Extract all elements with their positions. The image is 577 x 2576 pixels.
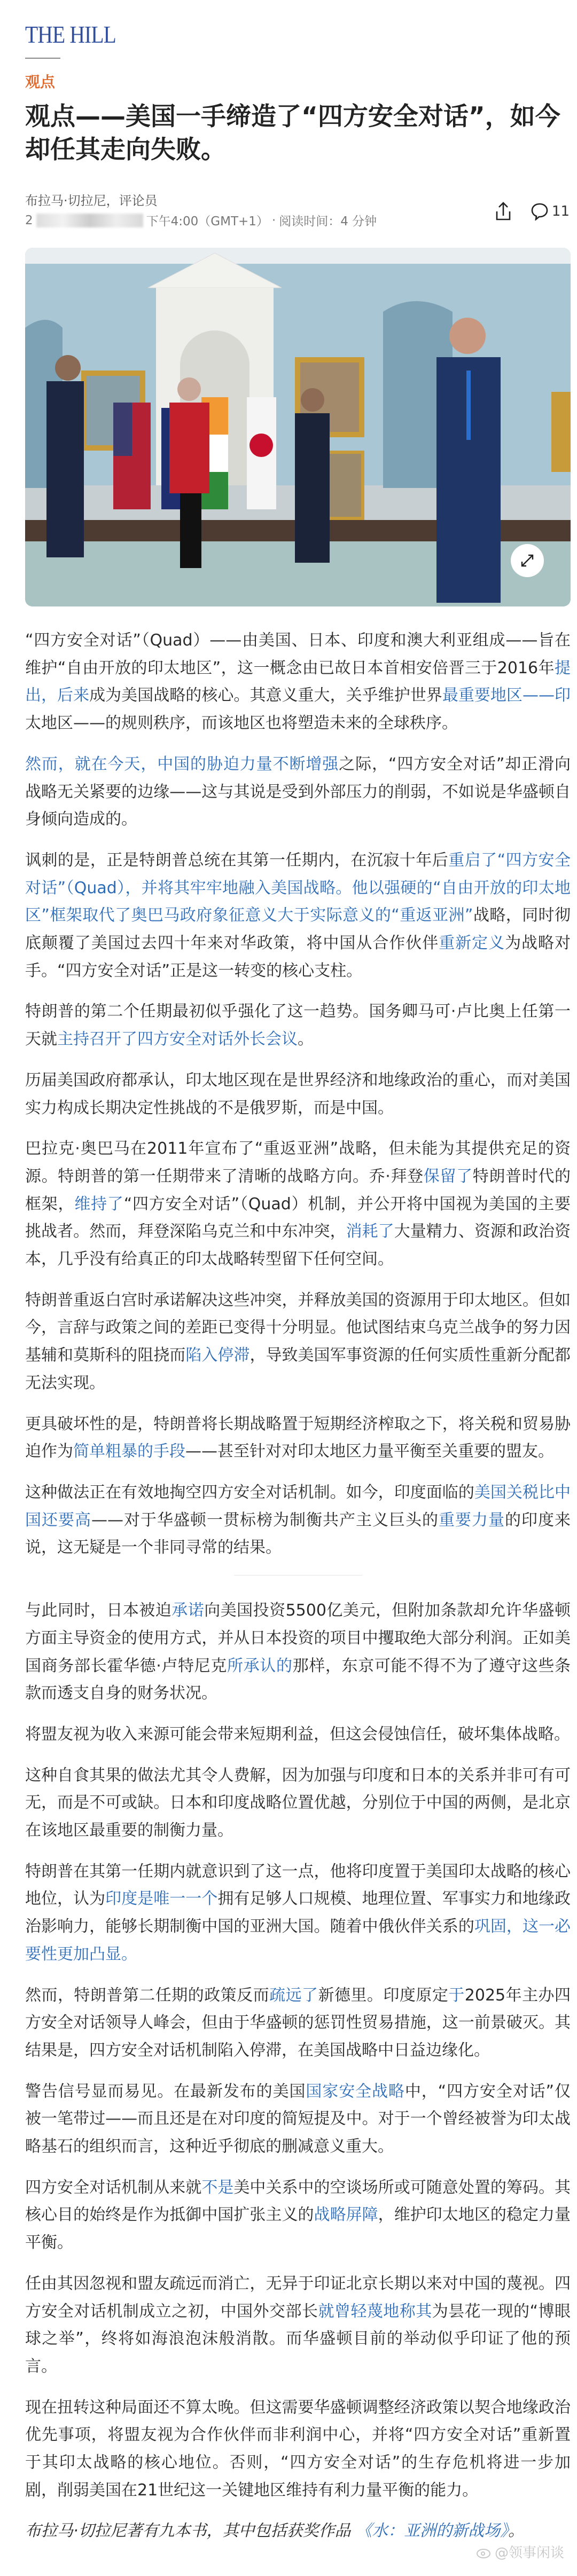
inline-link[interactable]: 消耗了 <box>346 1222 394 1241</box>
paragraph-text: 为昙花一现的“博眼球之举”，终将如海浪泡沫般消散。而华盛顿目前的举动似乎印证了他的预言。 <box>25 2302 571 2376</box>
inline-link[interactable]: 重要力量 <box>439 1510 505 1530</box>
share-button[interactable] <box>495 202 511 221</box>
inline-link[interactable]: 维持了 <box>74 1194 124 1214</box>
the-hill-logo[interactable]: THE HILL <box>25 21 116 48</box>
paragraph-text: 为战略对手。“四方安全对话”正是这一转变的核心支柱。 <box>25 934 571 980</box>
paragraph-text: 特朗普重返白宫时承诺解决这些冲突，并释放美国的资源用于印太地区。但如今，言辞与政策之间的差距已变得十分明显。他试图结束乌克兰战争的努力因基辅和莫斯科的阻挠而 <box>25 1290 571 1365</box>
inline-link[interactable]: 印度是唯一一个 <box>105 1889 218 1909</box>
article-meta <box>25 211 377 229</box>
inline-link[interactable]: 保留了 <box>423 1167 473 1186</box>
section-label[interactable]: 观点 <box>25 73 56 91</box>
paragraph-text: 四方安全对话机制从来就 <box>25 2178 202 2197</box>
inline-link[interactable]: 承诺 <box>171 1601 205 1620</box>
meta-separator: · <box>271 213 276 227</box>
article-paragraph <box>25 1762 571 1845</box>
paragraph-text: 战略，同时彻底颠覆了美国过去四十年来对华政策，将中国从合作伙伴 <box>25 906 571 953</box>
paragraph-text: 布拉马·切拉尼著有九本书，其中包括获奖作品 <box>25 2522 356 2541</box>
paragraph-text: 更具破坏性的是，特朗普将长期战略置于短期经济榨取之下，将关税和贸易胁迫作为 <box>25 1414 571 1461</box>
paragraph-text: 之际，“四方安全对话”却正滑向战略无关紧要的边缘——这与其说是受到外部压力的削弱，不如说是华盛顿自身倾向造成的。 <box>25 754 571 829</box>
article-paragraph <box>25 2270 571 2381</box>
paragraph-text: 这种做法正在有效地掏空四方安全对话机制。如今，印度面临的 <box>25 1483 474 1502</box>
inline-link[interactable]: 简单粗暴的手段 <box>73 1442 185 1461</box>
article-paragraph <box>25 2517 571 2545</box>
header-divider <box>25 58 60 59</box>
article-paragraph <box>25 2174 571 2257</box>
share-icon <box>495 202 511 221</box>
inline-link[interactable]: 巩固，这一必要性更加凸显。 <box>25 1917 571 1964</box>
paragraph-text: 巴拉克·奥巴马在2011年宣布了“重返亚洲”战略，但未能为其提供充足的资源。特朗普的第一任期带来了清晰的战略方向。乔·拜登 <box>25 1139 571 1186</box>
paragraph-text: 的印度来说，这无疑是一个非同寻常的结果。 <box>25 1510 571 1557</box>
article-paragraph <box>25 1479 571 1562</box>
inline-link[interactable]: 重启了“四方安全对话”（Quad），并将其牢牢地融入美国战略。他以强硬的“自由开放的印太地区”框架取代了奥巴马政府象征意义大于实际意义的“重返亚洲” <box>25 850 571 925</box>
article-paragraph <box>25 1287 571 1397</box>
paragraph-text: 将盟友视为收入来源可能会带来短期利益，但这会侵蚀信任，破坏集体战略。 <box>25 1724 570 1744</box>
watermark-text: @领事闲谈 <box>494 2545 564 2562</box>
watermark <box>477 2542 564 2562</box>
paragraph-text: 。 <box>298 1030 314 1049</box>
paragraph-text: 特朗普在其第一任期内就意识到了这一点，他将印度置于美国印太战略的核心地位，认为 <box>25 1862 571 1909</box>
article-paragraph <box>25 1411 571 1466</box>
paragraph-text: 与此同时，日本被迫 <box>25 1601 172 1620</box>
inline-link[interactable]: 提出，后来 <box>25 658 571 705</box>
inline-link[interactable]: 于 <box>448 1986 465 2005</box>
inline-link[interactable]: 然而，就在今天，中国的胁迫力量不断增强 <box>25 754 339 774</box>
paragraph-text: 大量精力、资源和政治资本，几乎没有给真正的印太战略转型留下任何空间。 <box>25 1222 571 1269</box>
paragraph-text: 历届美国政府都承认，印太地区现在是世界经济和地缘政治的重心，而对美国实力构成长期决定性挑战的不是俄罗斯，而是中国。 <box>25 1070 571 1117</box>
article-paragraph <box>25 627 571 737</box>
article-paragraph <box>25 2078 571 2161</box>
article-headline: 观点——美国一手缔造了“四方安全对话”，如今却任其走向失败。 <box>25 102 560 164</box>
article-paragraph <box>25 1721 571 1748</box>
expand-image-button[interactable] <box>511 544 544 577</box>
comments-button[interactable] <box>531 202 570 220</box>
paragraph-text: 中，“四方安全对话”仅被一笔带过——而且还是在对印度的简短提及中。对于一个曾经被誉为印太战略基石的组织而言，这种近乎彻底的删减意义重大。 <box>25 2082 571 2156</box>
article-paragraph <box>25 1067 571 1122</box>
paragraph-text: 2025年主办四方安全对话领导人峰会，但由于华盛顿的惩罚性贸易措施，这一前景破灭。其结果是，四方安全对话机制陷入停滞，在美国战略中日益边缘化。 <box>25 1986 571 2060</box>
paragraph-text: 新德里。印度原定 <box>318 1986 449 2005</box>
paragraph-text: 特朗普的第二个任期最初似乎强化了这一趋势。国务卿马可·卢比奥上任第一天就 <box>25 1002 571 1049</box>
paragraph-text: 太地区——的规则秩序，而该地区也将塑造未来的全球秩序。 <box>25 714 458 733</box>
paragraph-text: 现在扭转这种局面还不算太晚。但这需要华盛顿调整经济政策以契合地缘政治优先事项，将盟友视为合作伙伴而非利润中心，并将“四方安全对话”重新置于其印太战略的核心地位。否则，“四方安全对话”的生存危机将进一步加剧，削弱美国在21世纪这一关键地区维持有利力量平衡的能力。 <box>25 2398 571 2500</box>
weibo-icon <box>477 2545 493 2559</box>
article-paragraph <box>25 1597 571 1707</box>
publish-time: 下午4:00（GMT+1） <box>146 215 269 229</box>
inline-link[interactable]: 主持召开了四方安全对话外长会议 <box>57 1030 298 1049</box>
paragraph-text: 成为美国战略的核心。其意义重大，关乎维护世界 <box>89 686 442 705</box>
paragraph-text: “四方安全对话”（Quad）机制，并公开将中国视为美国的主要挑战者。然而，拜登深陷乌克兰和中东冲突， <box>25 1194 571 1241</box>
paragraph-text: “四方安全对话”（Quad）——由美国、日本、印度和澳大利亚组成——旨在维护“自由开放的印太地区”，这一概念由已故日本首相安倍晋三于2016年 <box>25 631 571 678</box>
paragraph-text: 那样，东京可能不得不为了遵守这些条款而透支自身的财务状况。 <box>25 1656 571 1703</box>
quad-ministers-photo <box>25 248 571 606</box>
article-paragraph <box>25 1135 571 1273</box>
author-byline[interactable]: 布拉马·切拉尼，评论员 <box>25 193 158 208</box>
expand-icon <box>520 553 535 568</box>
inline-link[interactable]: 就曾轻蔑地称其 <box>318 2302 432 2321</box>
article-paragraph <box>25 1858 571 1968</box>
article-body <box>25 627 571 2562</box>
paragraph-text: 讽刺的是，正是特朗普总统在其第一任期内，在沉寂十年后 <box>25 850 449 870</box>
paragraph-text: ，导致美国军事资源的任何实质性重新分配都无法实现。 <box>25 1346 571 1392</box>
paragraph-text: 美中关系中的空谈场所或可随意处置的筹码。其核心目的始终是作为抵御中国扩张主义的 <box>25 2178 571 2225</box>
paragraph-text: 然而，特朗普第二任期的政策反而 <box>25 1986 270 2005</box>
article-paragraph <box>25 2394 571 2504</box>
paragraph-text: ——对于华盛顿一贯标榜为制衡共产主义巨头的 <box>91 1510 439 1530</box>
inline-link[interactable]: 所承认的 <box>227 1656 293 1675</box>
paragraph-text: 特朗普时代的框架， <box>25 1167 571 1214</box>
inline-link[interactable]: 陷入停滞 <box>185 1346 250 1365</box>
article-paragraph <box>25 751 571 833</box>
paragraph-text: 任由其因忽视和盟友疏远而消亡，无异于印证北京长期以来对中国的蔑视。四方安全对话机制成立之初，中国外交部长 <box>25 2274 571 2321</box>
paragraph-text: 。 <box>508 2522 525 2541</box>
comment-count: 11 <box>551 203 570 219</box>
inline-link[interactable]: 最重要地区——印 <box>442 686 571 705</box>
publish-date: 2 <box>25 213 33 227</box>
paragraph-text: ，维护印太地区的稳定力量平衡。 <box>25 2205 571 2252</box>
article-paragraph <box>25 847 571 985</box>
inline-link[interactable]: 国家安全战略 <box>306 2082 405 2101</box>
read-time: 阅读时间：4 分钟 <box>279 215 377 229</box>
paragraph-text: 这种自食其果的做法尤其令人费解，因为加强与印度和日本的关系并非可有可无，而是不可或缺。日本和印度战略位置优越，分别位于中国的两侧，是北京在该地区最重要的制衡力量。 <box>25 1766 571 1840</box>
inline-link[interactable]: 重新定义 <box>439 934 505 953</box>
obscured-date <box>36 214 143 227</box>
inline-link[interactable]: 《水：亚洲的新战场》 <box>356 2522 509 2541</box>
paragraph-text: 警告信号显而易见。在最新发布的美国 <box>25 2082 306 2101</box>
inline-link[interactable]: 战略屏障 <box>314 2205 378 2225</box>
article-hero-image[interactable] <box>25 248 571 606</box>
paragraph-text: ——甚至针对对印太地区力量平衡至关重要的盟友。 <box>185 1442 554 1461</box>
inline-link[interactable]: 美国关税比中国还要高 <box>25 1483 571 1530</box>
comment-icon <box>531 202 549 220</box>
article-actions <box>495 202 570 221</box>
paragraph-text: 拥有足够人口规模、地理位置、军事实力和地缘政治影响力，能够长期制衡中国的亚洲大国。随着中俄伙伴关系的 <box>25 1889 571 1936</box>
inline-link[interactable]: 疏远了 <box>269 1986 318 2005</box>
article-paragraph <box>25 1982 571 2065</box>
article-paragraph <box>25 998 571 1053</box>
inline-link[interactable]: 不是 <box>201 2178 234 2197</box>
paragraph-text: 向美国投资5500亿美元，但附加条款却允许华盛顿方面主导资金的使用方式，并从日本投资的项目中攫取绝大部分利润。正如美国商务部长霍华德·卢特尼克 <box>25 1601 571 1675</box>
